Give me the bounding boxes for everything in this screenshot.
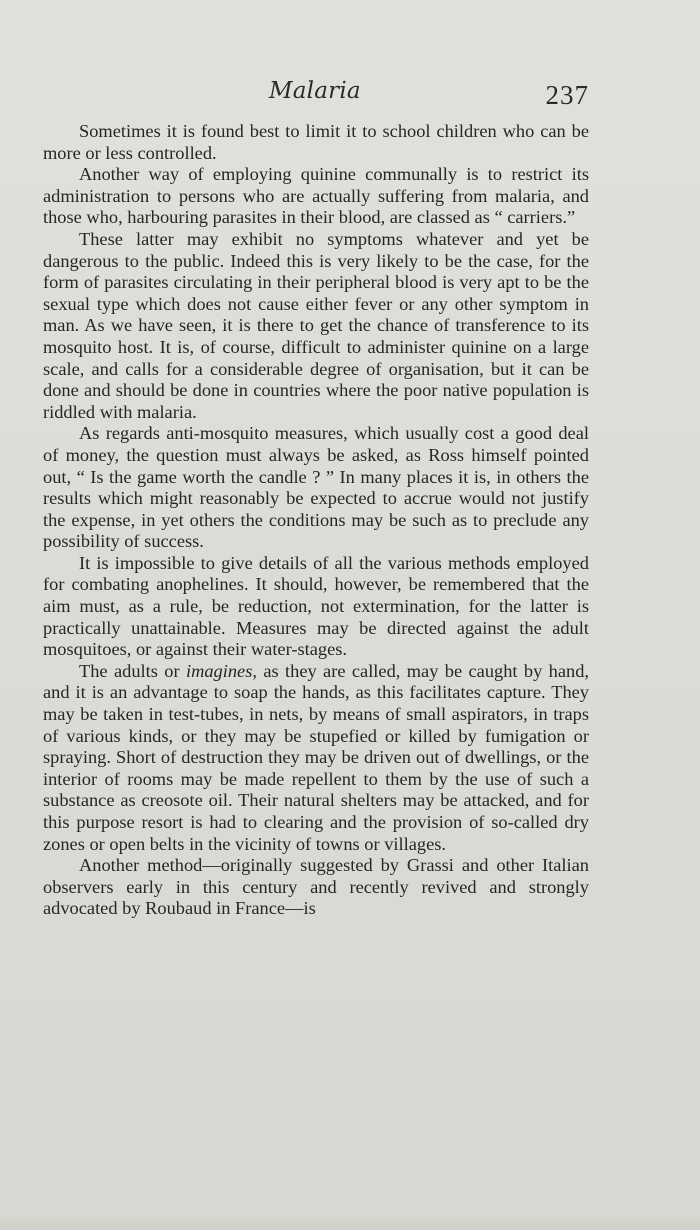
paragraph: These latter may exhibit no symptoms whatever and yet be dangerous to the public. Indeed this is very likely to be the case, for the form of parasites circulating in their peripheral blood is very apt to be the sexual type which does not cause either fever or any other symptom in man. As we have seen, it is there to get the chance of transference to its mosquito host. It is, of course, difficult to administer quinine on a large scale, and calls for a considerable degree of organisation, but it can be done and should be done in countries where the poor native population is riddled with malaria. (43, 228, 589, 422)
paragraph (43, 661, 589, 855)
running-title: Malaria (269, 78, 361, 104)
body-text (43, 121, 589, 920)
paragraph-text-before: The adults or (79, 660, 186, 681)
paragraph: Another way of employing quinine communally is to restrict its administration to persons who are actually suffering from malaria, and those who, harbouring parasites in their blood, are classed as “ carriers.” (43, 164, 589, 228)
page-bottom-edge (0, 1216, 700, 1230)
page-number: 237 (545, 80, 589, 110)
page-header (43, 78, 589, 114)
paragraph-text-after: as they are called, may be caught by hand, and it is an advantage to soap the hands, as this facilitates capture. They may be taken in test-tubes, in nets, by means of small aspirators, in traps of various kinds, or they may be stupefied or killed by fumigation or spraying. Short of destruction they may be driven out of dwellings, or the interior of rooms may be made repellent to them by the use of such a substance as creosote oil. Their natural shelters may be attacked, and for this purpose resort is had to clearing and the provision of so-called dry zones or open belts in the vicinity of towns or villages. (43, 660, 589, 854)
paragraph: As regards anti-mosquito measures, which usually cost a good deal of money, the question must always be asked, as Ross himself pointed out, “ Is the game worth the candle ? ” In many places it is, in others the results which might reasonably be expected to accrue would not justify the expense, in yet others the conditions may be such as to preclude any possibility of success. (43, 423, 589, 552)
italic-term: imagines, (185, 660, 257, 681)
paragraph: Sometimes it is found best to limit it to school children who can be more or less controlled. (43, 121, 589, 163)
paragraph: Another method—originally suggested by Grassi and other Italian observers early in this century and recently revived and strongly advocated by Roubaud in France—is (43, 855, 589, 919)
paragraph: It is impossible to give details of all the various methods employed for combating anophelines. It should, however, be remembered that the aim must, as a rule, be reduction, not extermination, for the latter is practically unattainable. Measures may be directed against the adult mosquitoes, or against their water-stages. (43, 552, 589, 660)
